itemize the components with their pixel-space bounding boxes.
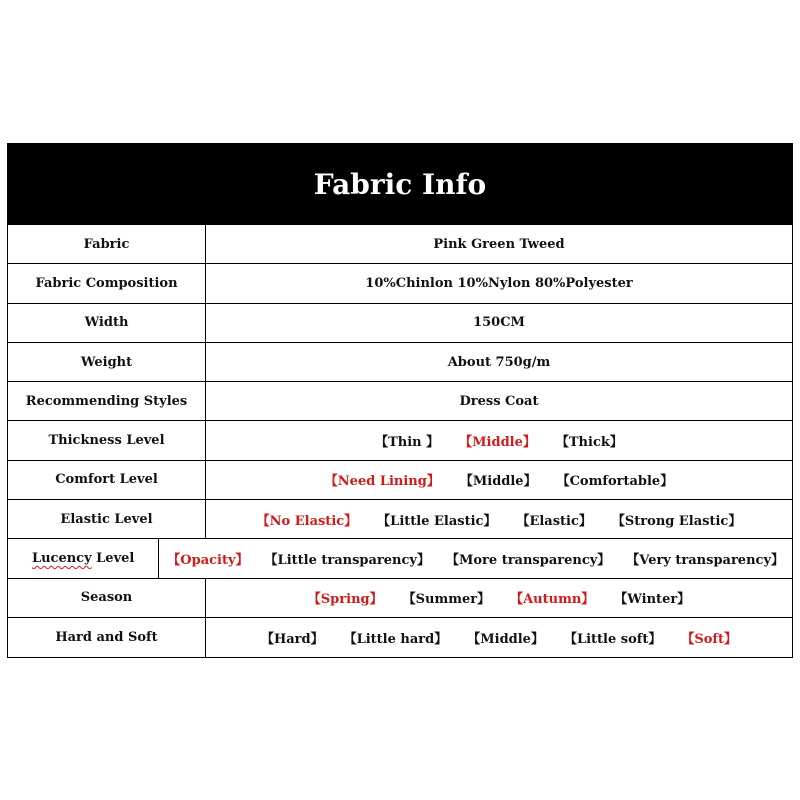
option-item: 【Autumn】 (510, 592, 595, 608)
option-item: 【Spring】 (307, 592, 383, 608)
option-item: 【Need Lining】 (324, 474, 440, 490)
row-label: Width (8, 304, 206, 342)
table-row-thickness (8, 421, 792, 460)
label-rest: Level (91, 551, 135, 567)
option-item: 【Middle】 (459, 435, 536, 451)
row-value: Dress Coat (459, 393, 539, 409)
row-options (159, 539, 792, 577)
table-row-composition (8, 264, 792, 303)
row-label: Fabric Composition (8, 264, 206, 302)
table-row-width (8, 304, 792, 343)
option-item: 【Thin 】 (375, 435, 440, 451)
table-row-weight (8, 343, 792, 382)
option-item: 【Hard】 (260, 632, 324, 648)
option-item: 【No Elastic】 (256, 513, 358, 529)
row-label: Season (8, 579, 206, 617)
row-value: About 750g/m (447, 354, 551, 370)
row-options (206, 500, 792, 538)
row-label: Thickness Level (8, 421, 206, 459)
table-row-fabric (8, 225, 792, 264)
row-label: Elastic Level (8, 500, 206, 538)
option-item: 【Comfortable】 (556, 474, 674, 490)
row-value: 150CM (473, 315, 525, 331)
row-label: Comfort Level (8, 461, 206, 499)
option-item: 【Thick】 (555, 435, 623, 451)
row-value: 10%Chinlon 10%Nylon 80%Polyester (365, 275, 633, 291)
row-label: Hard and Soft (8, 618, 206, 657)
option-item: 【Little soft】 (563, 632, 662, 648)
row-options (206, 421, 792, 459)
option-item: 【Little hard】 (343, 632, 448, 648)
option-item: 【Opacity】 (167, 553, 249, 569)
option-item: 【Little Elastic】 (377, 513, 497, 529)
option-item: 【Elastic】 (516, 513, 592, 529)
option-item: 【Middle】 (459, 474, 537, 490)
row-value: Pink Green Tweed (433, 236, 565, 252)
option-item: 【Strong Elastic】 (611, 513, 742, 529)
row-options (206, 461, 792, 499)
option-item: 【Summer】 (402, 592, 491, 608)
row-label: Weight (8, 343, 206, 381)
option-item: 【More transparency】 (445, 553, 611, 569)
row-options (206, 618, 792, 657)
option-item: 【Middle】 (467, 632, 544, 648)
option-item: 【Very transparency】 (626, 553, 784, 569)
row-label: Recommending Styles (8, 382, 206, 420)
option-item: 【Little transparency】 (264, 553, 430, 569)
row-options (206, 579, 792, 617)
fabric-info-table (7, 143, 793, 658)
row-label: Fabric (8, 225, 206, 263)
table-row-comfort (8, 461, 792, 500)
table-title: Fabric Info (8, 144, 792, 225)
table-row-elastic (8, 500, 792, 539)
table-row-season (8, 579, 792, 618)
table-row-lucency (8, 539, 792, 578)
spellcheck-word: Lucency (31, 551, 92, 567)
option-item: 【Soft】 (681, 632, 738, 648)
table-row-hard-soft (8, 618, 792, 657)
row-label (8, 539, 159, 577)
option-item: 【Winter】 (614, 592, 691, 608)
table-row-styles (8, 382, 792, 421)
